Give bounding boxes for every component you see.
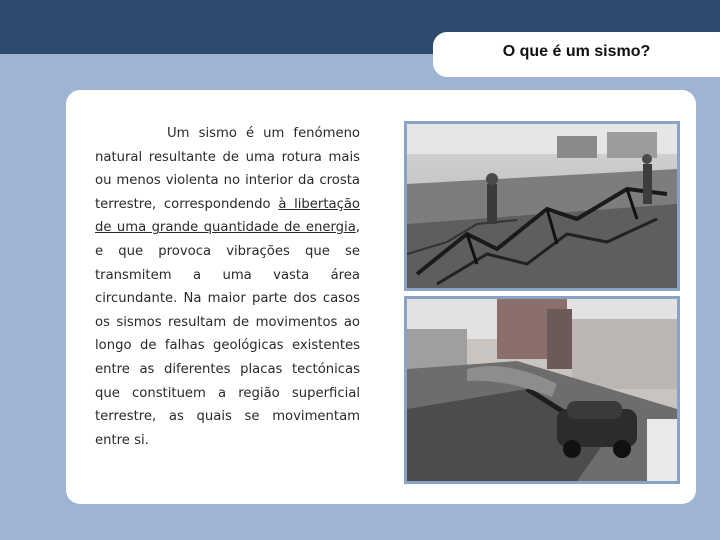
body-text-part3: , e que provoca vibrações que se transmitem a uma vasta área circundante. Na maior parte dos casos os sismos resultam de movimentos ao longo de falhas geológicas existentes entre as diferentes placas tectónicas que constituem a região superficial terrestre, as quais se movimentam entre si. xyxy=(95,220,360,448)
body-text-part1: Um xyxy=(167,126,199,141)
body-text-bold: sismo xyxy=(198,126,237,141)
body-text-underlined: à libertação de uma grande quantidade de energia xyxy=(95,196,360,236)
body-text xyxy=(95,122,360,452)
cracked-road-photo xyxy=(404,121,680,291)
body-text-part2: é um fenómeno natural resultante de uma rotura mais ou menos violenta no interior da crosta terrestre, correspondendo xyxy=(95,126,360,212)
slide-title: O que é um sismo? xyxy=(502,43,651,60)
collapsed-street-cars-photo xyxy=(404,296,680,484)
